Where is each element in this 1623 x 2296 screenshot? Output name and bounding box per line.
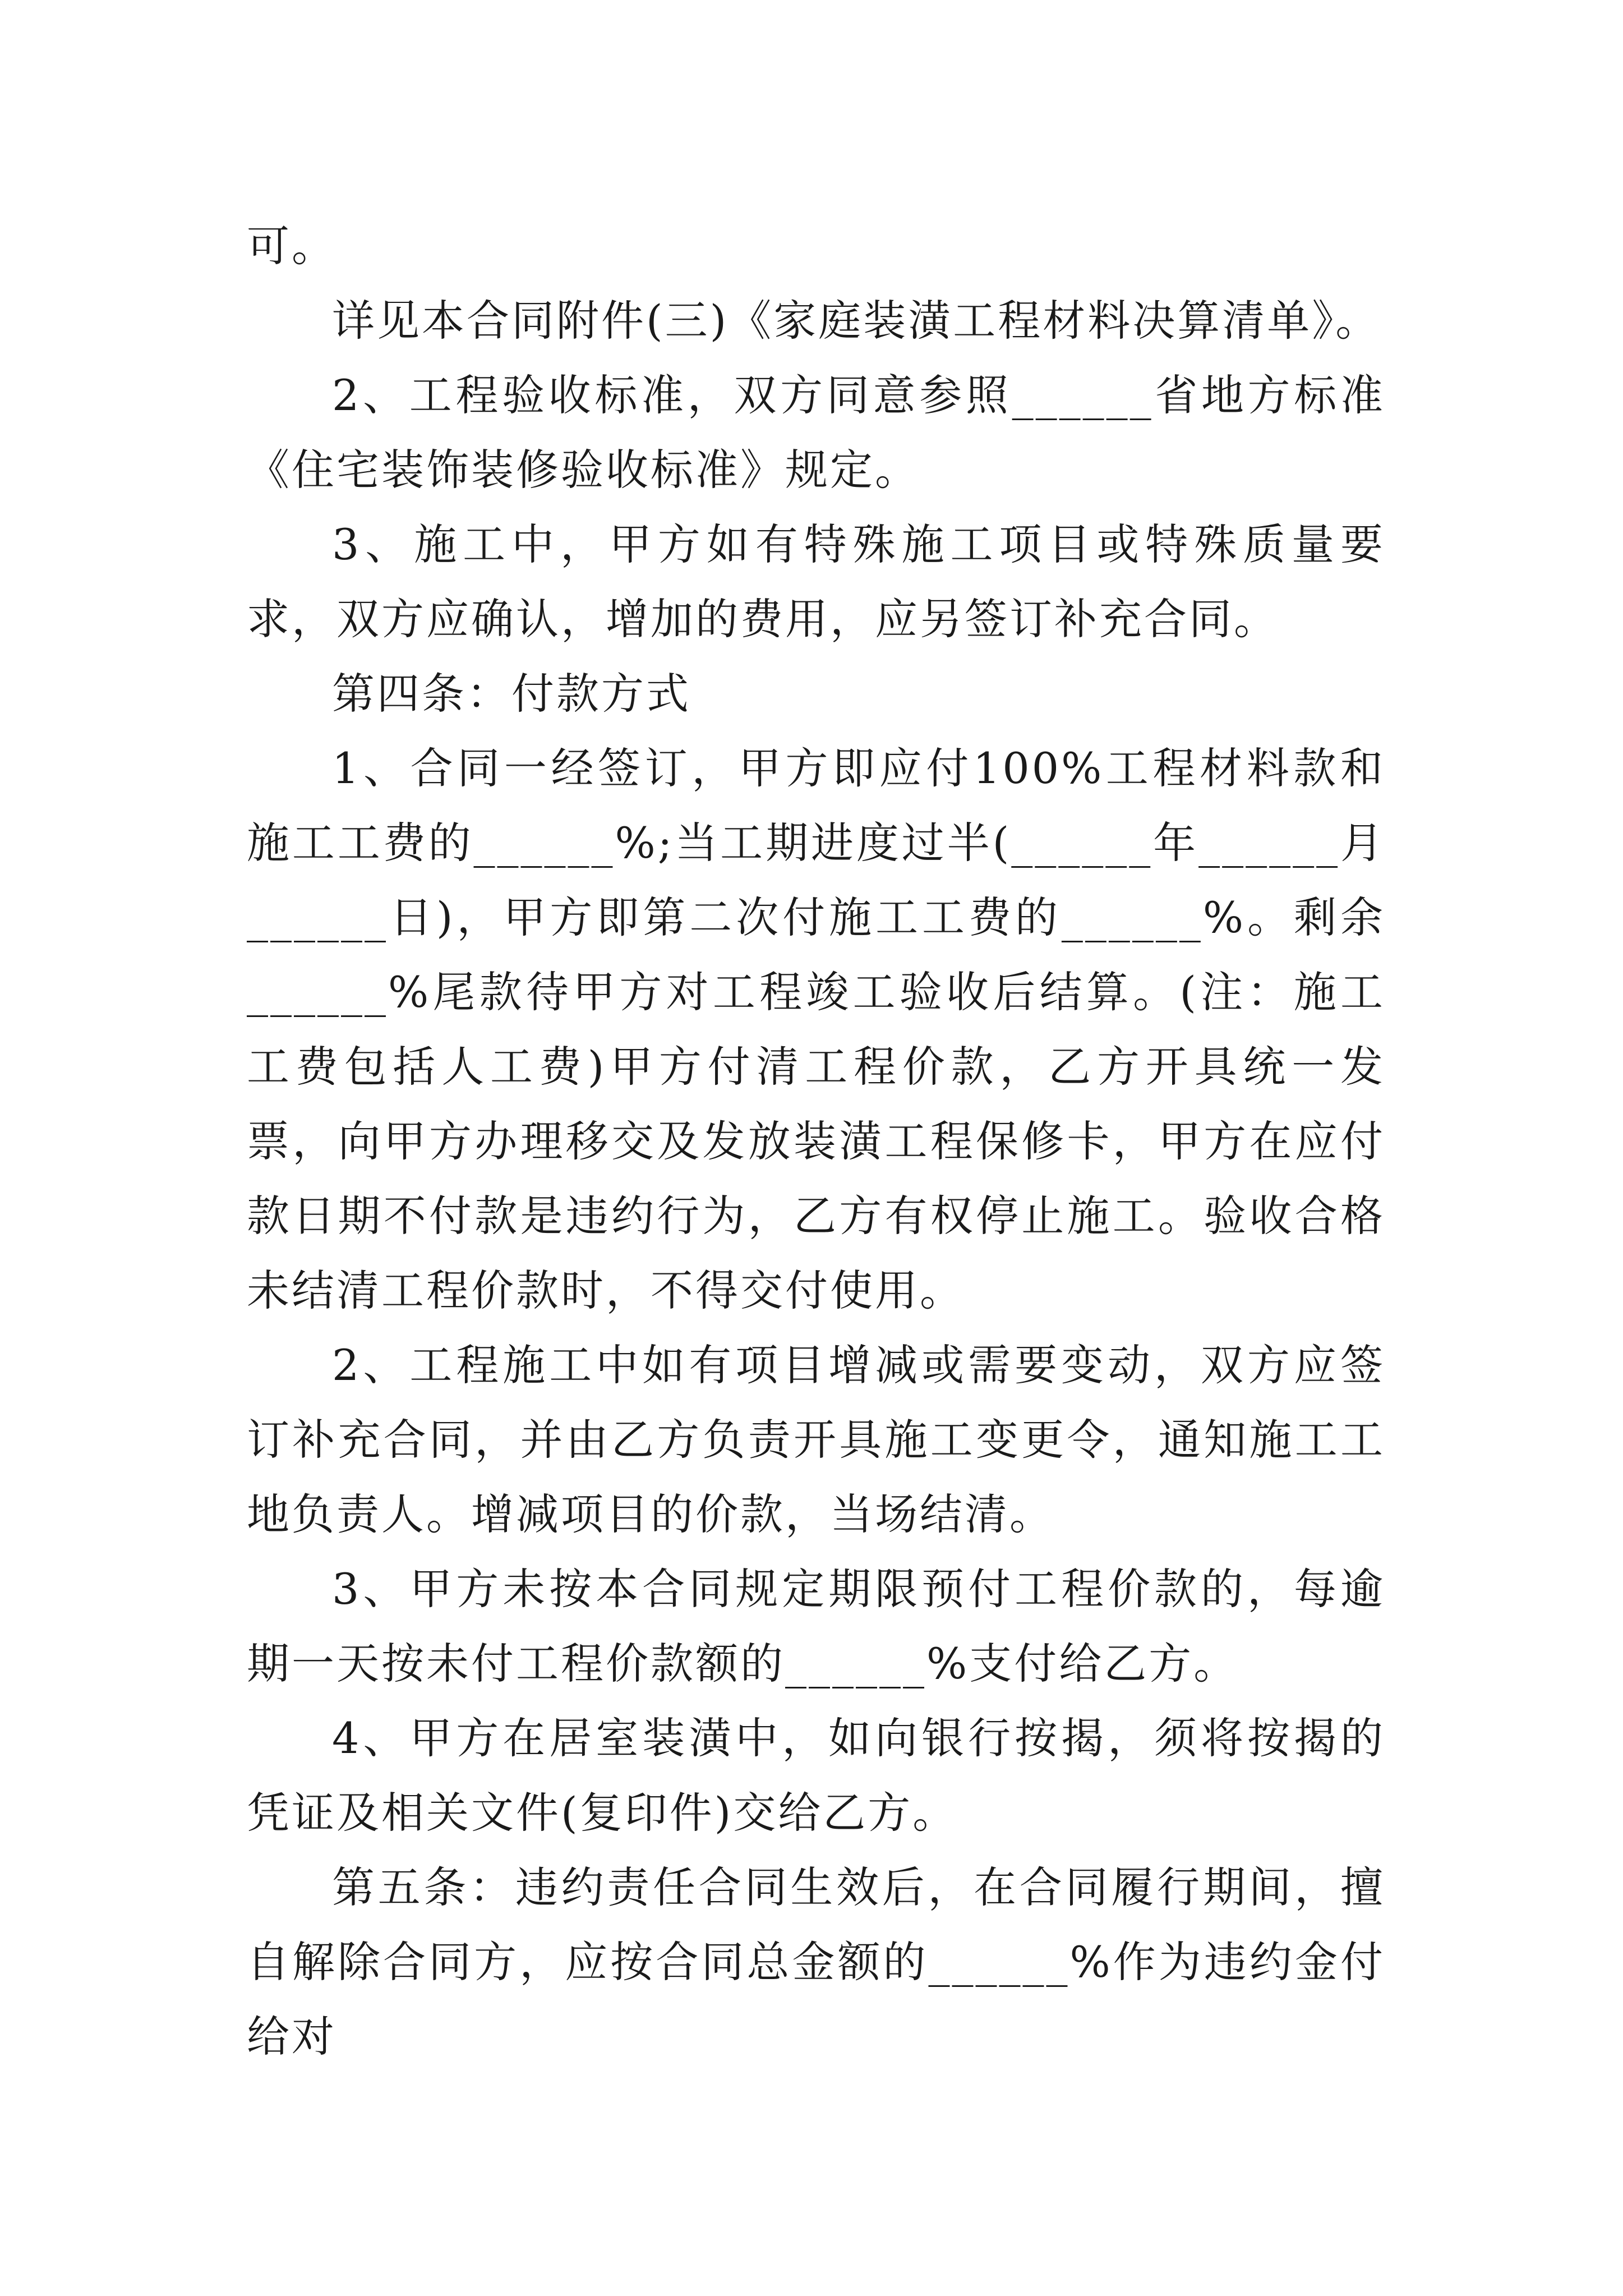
paragraph-breach-liability: 第五条：违约责任合同生效后，在合同履行期间，擅自解除合同方，应按合同总金额的______%作为违约金付给对: [247, 1862, 1385, 2062]
document-body: [247, 209, 1385, 2074]
paragraph-late-payment: 3、甲方未按本合同规定期限预付工程价款的，每逾期一天按未付工程价款额的______%支付给乙方。: [247, 1564, 1385, 1688]
paragraph-appendix-reference: 详见本合同附件(三)《家庭装潢工程材料决算清单》。: [332, 296, 1381, 346]
paragraph-continuation: 可。: [247, 221, 336, 271]
paragraph-acceptance-standard: 2、工程验收标准，双方同意参照______省地方标准《住宅装饰装修验收标准》规定。: [247, 370, 1385, 495]
paragraph-payment-schedule: 1、合同一经签订，甲方即应付100%工程材料款和施工工费的______%;当工期进度过半(______年______月______日)，甲方即第二次付施工工费的______%。剩余______%尾款待甲方对工程竣工验收后结算。(注：施工工费包括人工费)甲方付清工程价款，乙方开具统一发票，向甲方办理移交及发放装潢工程保修卡，甲方在应付款日期不付款是违约行为，乙方有权停止施工。验收合格未结清工程价款时，不得交付使用。: [247, 743, 1385, 1315]
paragraph-project-changes: 2、工程施工中如有项目增减或需要变动，双方应签订补充合同，并由乙方负责开具施工变更令，通知施工工地负责人。增减项目的价款，当场结清。: [247, 1340, 1385, 1539]
paragraph-special-requirements: 3、施工中，甲方如有特殊施工项目或特殊质量要求，双方应确认，增加的费用，应另签订补充合同。: [247, 519, 1385, 644]
paragraph-mortgage-documents: 4、甲方在居室装潢中，如向银行按揭，须将按揭的凭证及相关文件(复印件)交给乙方。: [247, 1713, 1385, 1838]
section-heading-payment-method: 第四条：付款方式: [332, 669, 691, 719]
